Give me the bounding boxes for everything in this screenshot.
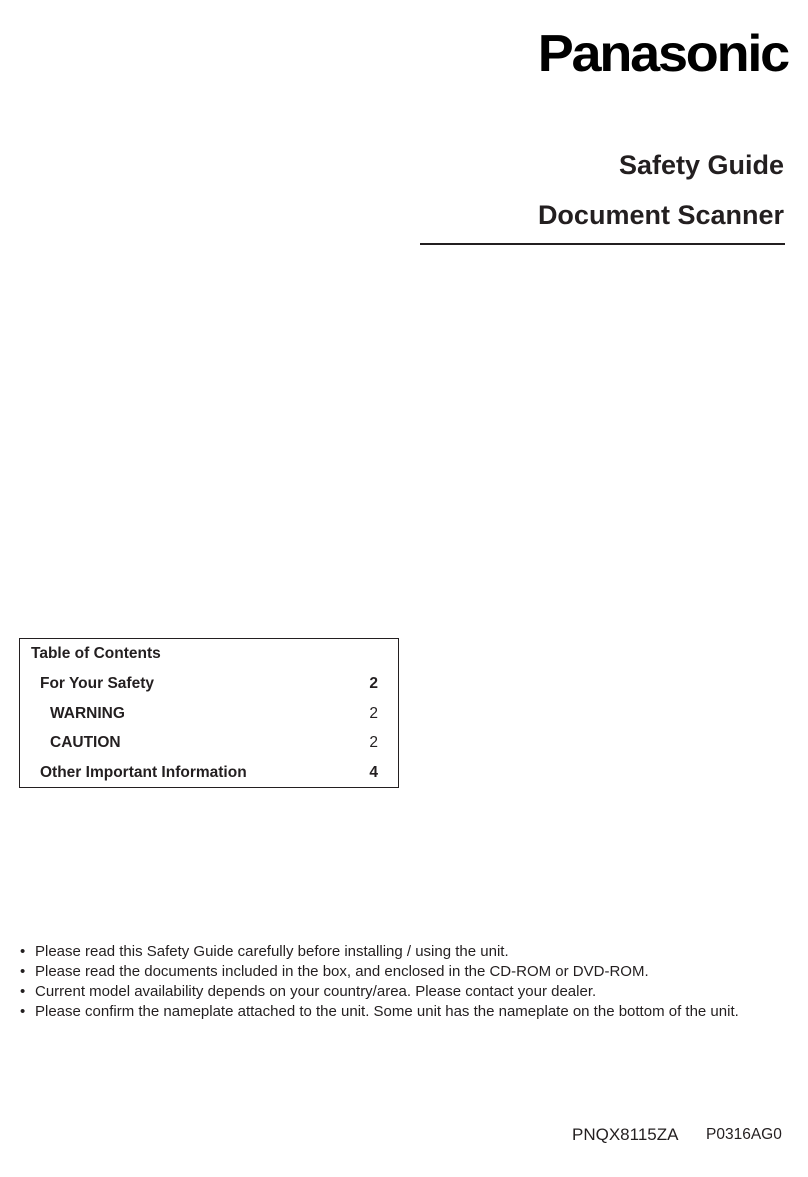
- toc-item-label: Other Important Information: [40, 764, 247, 781]
- page-subtitle: Document Scanner: [537, 200, 784, 230]
- page-title: Safety Guide: [618, 150, 784, 180]
- title-divider: [420, 243, 785, 245]
- note-text: Please read this Safety Guide carefully before installing / using the unit.: [35, 943, 509, 960]
- toc-item-label: For Your Safety: [40, 675, 154, 692]
- bullet-icon: •: [20, 943, 26, 960]
- toc-item-label: CAUTION: [50, 734, 121, 751]
- table-of-contents: [19, 638, 399, 788]
- toc-heading: Table of Contents: [31, 645, 161, 662]
- list-item: [20, 962, 800, 982]
- bullet-icon: •: [20, 983, 26, 1000]
- toc-item-page: 2: [369, 675, 378, 692]
- toc-item-for-your-safety[interactable]: [20, 674, 378, 694]
- toc-item-warning[interactable]: [20, 704, 378, 724]
- note-text: Please read the documents included in the box, and enclosed in the CD-ROM or DVD-ROM.: [35, 963, 649, 980]
- toc-item-label: WARNING: [50, 705, 125, 722]
- list-item: [20, 982, 800, 1002]
- toc-item-page: 4: [369, 764, 378, 781]
- document-code: PNQX8115ZA: [572, 1125, 679, 1144]
- toc-item-page: 2: [369, 705, 378, 722]
- list-item: [20, 942, 800, 962]
- note-text: Current model availability depends on your country/area. Please contact your dealer.: [35, 983, 597, 1000]
- toc-item-other-important-information[interactable]: [20, 763, 378, 783]
- note-text: Please confirm the nameplate attached to the unit. Some unit has the nameplate on the bottom of the unit.: [35, 1003, 739, 1020]
- bullet-icon: •: [20, 963, 26, 980]
- list-item: [20, 1002, 800, 1022]
- panasonic-logo: Panasonic: [537, 25, 788, 83]
- print-code: P0316AG0: [706, 1126, 782, 1143]
- toc-item-caution[interactable]: [20, 733, 378, 753]
- bullet-icon: •: [20, 1003, 26, 1020]
- safety-notes-list: [20, 942, 800, 1022]
- toc-item-page: 2: [369, 734, 378, 751]
